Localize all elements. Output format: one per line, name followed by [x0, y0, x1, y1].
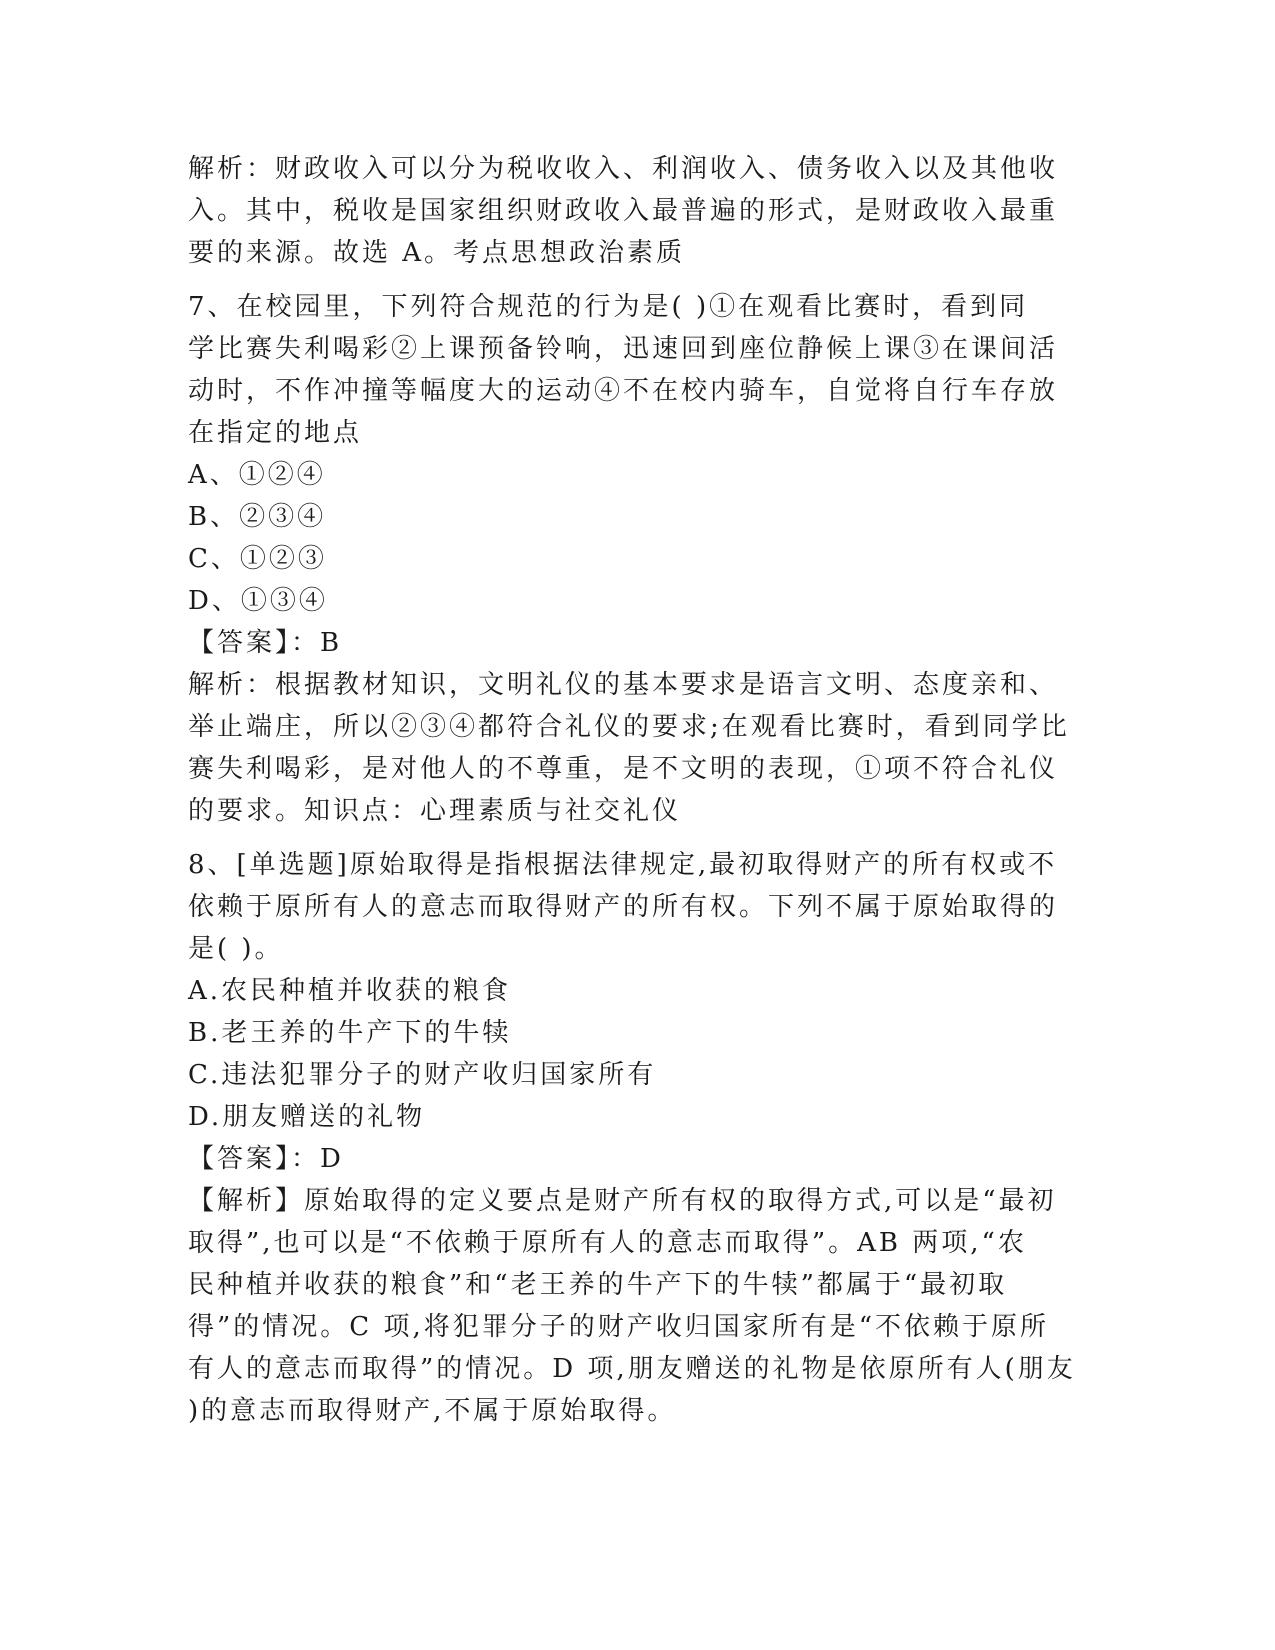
option-b: B.老王养的牛产下的牛犊 [188, 1018, 512, 1048]
option-d: D、①③④ [188, 586, 328, 616]
question-8 [188, 844, 1076, 1432]
question-stem-line: 学比赛失利喝彩②上课预备铃响，迅速回到座位静候上课③在课间活 [188, 334, 1059, 364]
answer-line: 【答案】：B [188, 628, 343, 658]
option-c: C、①②③ [188, 544, 327, 574]
option-a: A、①②④ [188, 460, 326, 490]
option-c: C.违法犯罪分子的财产收归国家所有 [188, 1060, 657, 1090]
analysis-line: 民种植并收获的粮食”和“老王养的牛产下的牛犊”都属于“最初取 [188, 1270, 1008, 1300]
question-stem-line: 动时，不作冲撞等幅度大的运动④不在校内骑车，自觉将自行车存放 [188, 376, 1059, 406]
analysis-line: )的意志而取得财产,不属于原始取得。 [188, 1396, 677, 1426]
option-d: D.朋友赠送的礼物 [188, 1102, 426, 1132]
document-page [188, 148, 1076, 1432]
analysis-line: 赛失利喝彩，是对他人的不尊重，是不文明的表现，①项不符合礼仪 [188, 754, 1059, 784]
analysis-line: 【解析】原始取得的定义要点是财产所有权的取得方式,可以是“最初 [188, 1186, 1057, 1216]
analysis-line: 入。其中，税收是国家组织财政收入最普遍的形式，是财政收入最重 [188, 196, 1059, 226]
option-b: B、②③④ [188, 502, 327, 532]
analysis-line: 要的来源。故选 A。考点思想政治素质 [188, 238, 686, 268]
option-a: A.农民种植并收获的粮食 [188, 976, 512, 1006]
analysis-line: 的要求。知识点：心理素质与社交礼仪 [188, 796, 682, 826]
question-stem-line: 是( )。 [188, 934, 284, 964]
question-stem-line: 8、[单选题]原始取得是指根据法律规定,最初取得财产的所有权或不 [188, 850, 1058, 880]
question-stem-line: 在指定的地点 [188, 418, 363, 448]
analysis-line: 有人的意志而取得”的情况。D 项,朋友赠送的礼物是依原所有人(朋友 [188, 1354, 1076, 1384]
question-7 [188, 286, 1068, 832]
analysis-line: 取得”,也可以是“不依赖于原所有人的意志而取得”。AB 两项,“农 [188, 1228, 1027, 1258]
question-stem-line: 7、在校园里，下列符合规范的行为是( )①在观看比赛时，看到同 [188, 292, 1029, 322]
analysis-line: 举止端庄，所以②③④都符合礼仪的要求;在观看比赛时，看到同学比 [188, 712, 1070, 742]
answer-line: 【答案】：D [188, 1144, 344, 1174]
question-stem-line: 依赖于原所有人的意志而取得财产的所有权。下列不属于原始取得的 [188, 892, 1059, 922]
analysis-line: 解析：财政收入可以分为税收收入、利润收入、债务收入以及其他收 [188, 154, 1059, 184]
analysis-block-q6 [188, 148, 1068, 274]
analysis-line: 得”的情况。C 项,将犯罪分子的财产收归国家所有是“不依赖于原所 [188, 1312, 1050, 1342]
analysis-line: 解析：根据教材知识，文明礼仪的基本要求是语言文明、态度亲和、 [188, 670, 1059, 700]
